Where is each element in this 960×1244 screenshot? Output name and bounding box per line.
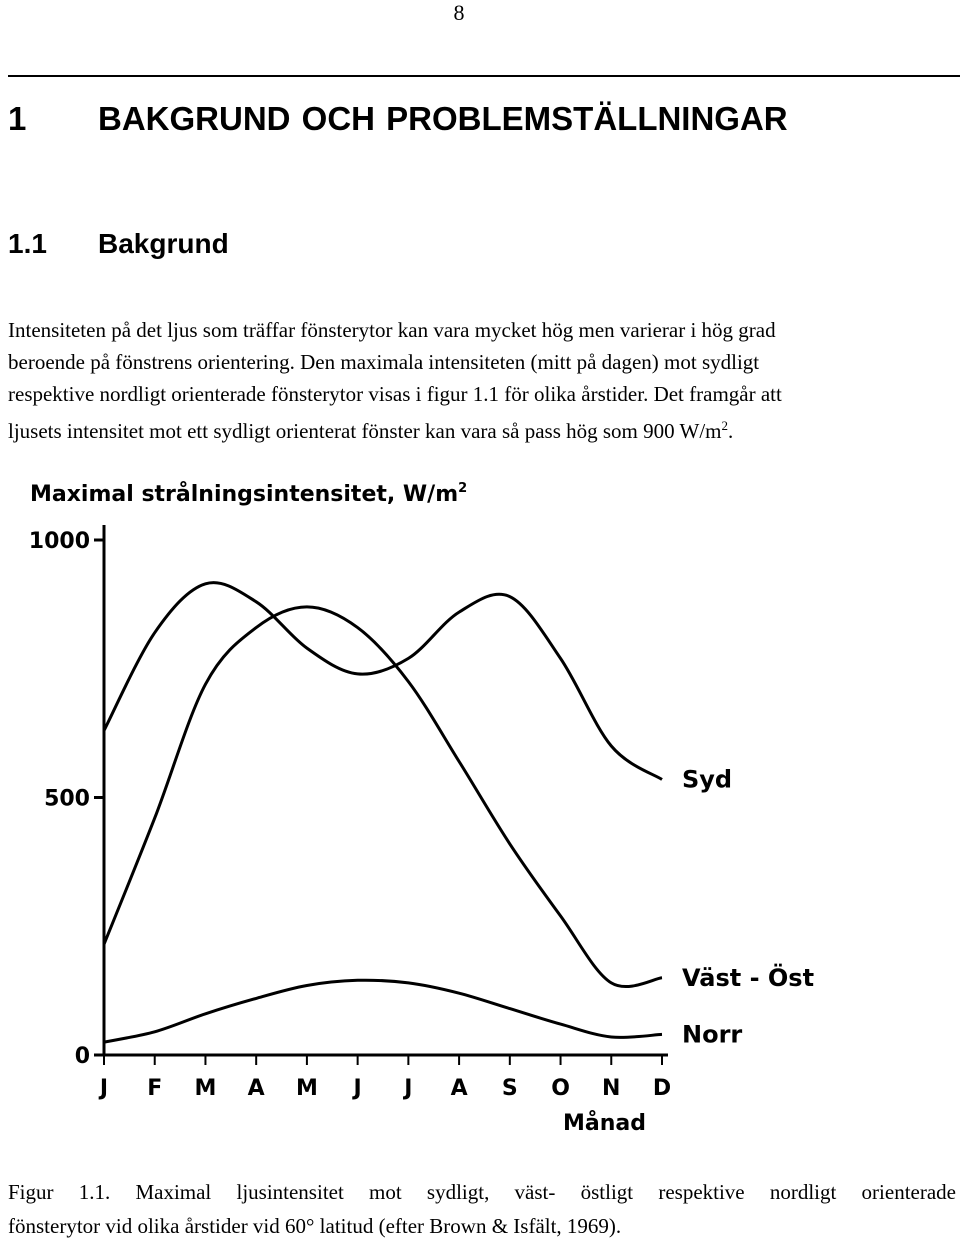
body-line: Intensiteten på det ljus som träffar fönsterytor kan vara mycket hög men varierar i hög grad: [8, 318, 776, 342]
x-tick-label: F: [147, 1076, 163, 1101]
x-tick-label: D: [652, 1076, 672, 1101]
page-number: 8: [453, 0, 465, 25]
chart-series-labels: [682, 765, 814, 1048]
body-line: ljusets intensitet mot ett sydligt orienterat fönster kan vara så pass hög som 900 W/m: [8, 419, 722, 443]
chart-title-text: Maximal strålningsintensitet, W/m: [30, 482, 459, 507]
body-line-last: [8, 410, 956, 447]
figure-caption: [8, 1175, 956, 1243]
series-line-norr: [104, 980, 662, 1042]
x-tick-label: O: [551, 1076, 570, 1101]
chart-series: [104, 583, 662, 1043]
body-superscript: 2: [721, 418, 728, 433]
chapter-number: 1: [8, 100, 27, 137]
x-tick-label: J: [353, 1076, 362, 1101]
x-tick-label: A: [450, 1076, 468, 1101]
series-line-väst-öst: [104, 607, 662, 987]
series-label-väst-öst: Väst - Öst: [682, 963, 815, 992]
section-heading: [8, 228, 229, 260]
series-label-syd: Syd: [682, 765, 733, 794]
x-tick-label: M: [295, 1076, 318, 1101]
x-tick-label: M: [194, 1076, 217, 1101]
chart-title-superscript: 2: [458, 481, 468, 496]
y-tick-label: 0: [74, 1044, 90, 1069]
x-tick-label: A: [247, 1076, 265, 1101]
x-axis-label: Månad: [563, 1111, 646, 1136]
caption-line: fönsterytor vid olika årstider vid 60° latitud (efter Brown & Isfält, 1969).: [8, 1214, 622, 1238]
y-tick-label: 500: [44, 786, 90, 812]
caption-line: Figur 1.1. Maximal ljusintensitet mot sydligt, väst- östligt respektive nordligt orienterade: [8, 1180, 956, 1204]
body-paragraph: [8, 314, 956, 447]
chart-ticks: [29, 529, 671, 1101]
section-number: 1.1: [8, 228, 47, 259]
header-rule: [8, 75, 960, 77]
x-tick-label: N: [602, 1076, 621, 1101]
body-end: .: [728, 419, 734, 443]
chapter-heading: [8, 100, 788, 138]
series-label-norr: Norr: [682, 1020, 743, 1049]
radiation-chart: [0, 465, 960, 1165]
chart-title: [30, 481, 467, 507]
chart-axes: [94, 525, 668, 1055]
x-tick-label: J: [99, 1076, 109, 1101]
body-line: beroende på fönstrens orientering. Den maximala intensiteten (mitt på dagen) mot sydligt: [8, 350, 760, 374]
x-tick-label: S: [501, 1076, 518, 1101]
y-tick-label: 1000: [28, 529, 90, 554]
series-line-syd: [104, 583, 662, 780]
x-tick-label: J: [404, 1076, 413, 1101]
body-line: respektive nordligt orienterade fönsterytor visas i figur 1.1 för olika årstider. Det framgår att: [8, 382, 782, 406]
section-title: Bakgrund: [98, 228, 229, 259]
chapter-title: BAKGRUND OCH PROBLEMSTÄLLNINGAR: [98, 100, 788, 137]
